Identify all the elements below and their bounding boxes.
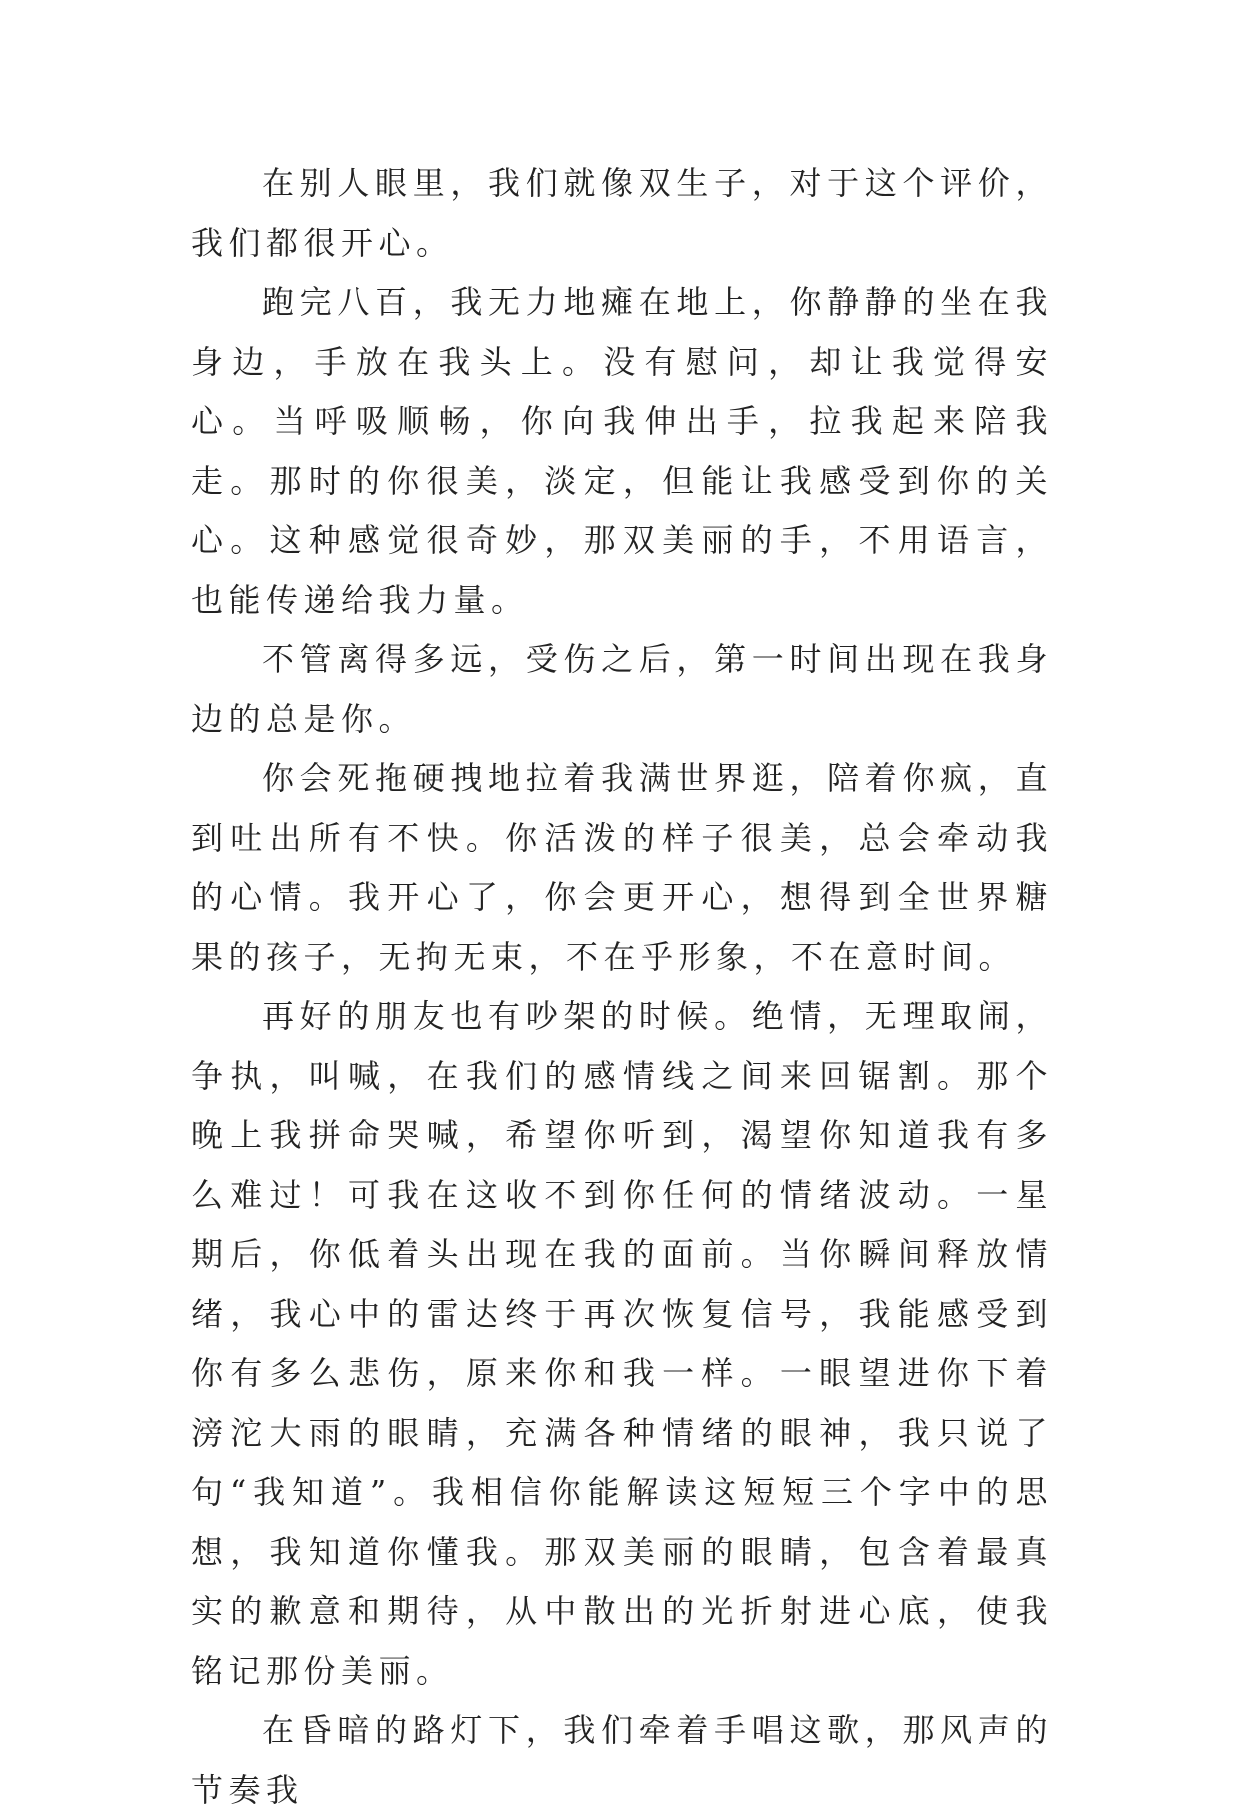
paragraph-2: 跑完八百，我无力地瘫在地上，你静静的坐在我身边，手放在我头上。没有慰问，却让我觉得安心。当呼吸顺畅，你向我伸出手，拉我起来陪我走。那时的你很美，淡定，但能让我感受到你的关心。这种感觉很奇妙，那双美丽的手，不用语言，也能传递给我力量。	[191, 283, 1053, 619]
paragraph-4: 你会死拖硬拽地拉着我满世界逛，陪着你疯，直到吐出所有不快。你活泼的样子很美，总会牵动我的心情。我开心了，你会更开心，想得到全世界糖果的孩子，无拘无束，不在乎形象，不在意时间。	[191, 759, 1053, 976]
paragraph-1: 在别人眼里，我们就像双生子，对于这个评价，我们都很开心。	[191, 164, 1053, 262]
document-body	[191, 154, 1053, 1820]
paragraph-5: 再好的朋友也有吵架的时候。绝情，无理取闹，争执，叫喊，在我们的感情线之间来回锯割。那个晚上我拼命哭喊，希望你听到，渴望你知道我有多么难过！可我在这收不到你任何的情绪波动。一星期后，你低着头出现在我的面前。当你瞬间释放情绪，我心中的雷达终于再次恢复信号，我能感受到你有多么悲伤，原来你和我一样。一眼望进你下着滂沱大雨的眼睛，充满各种情绪的眼神，我只说了句“我知道”。我相信你能解读这短短三个字中的思想，我知道你懂我。那双美丽的眼睛，包含着最真实的歉意和期待，从中散出的光折射进心底，使我铭记那份美丽。	[191, 997, 1053, 1690]
paragraph-3: 不管离得多远，受伤之后，第一时间出现在我身边的总是你。	[191, 640, 1053, 738]
paragraph-6: 在昏暗的路灯下，我们牵着手唱这歌，那风声的节奏我	[191, 1711, 1053, 1809]
